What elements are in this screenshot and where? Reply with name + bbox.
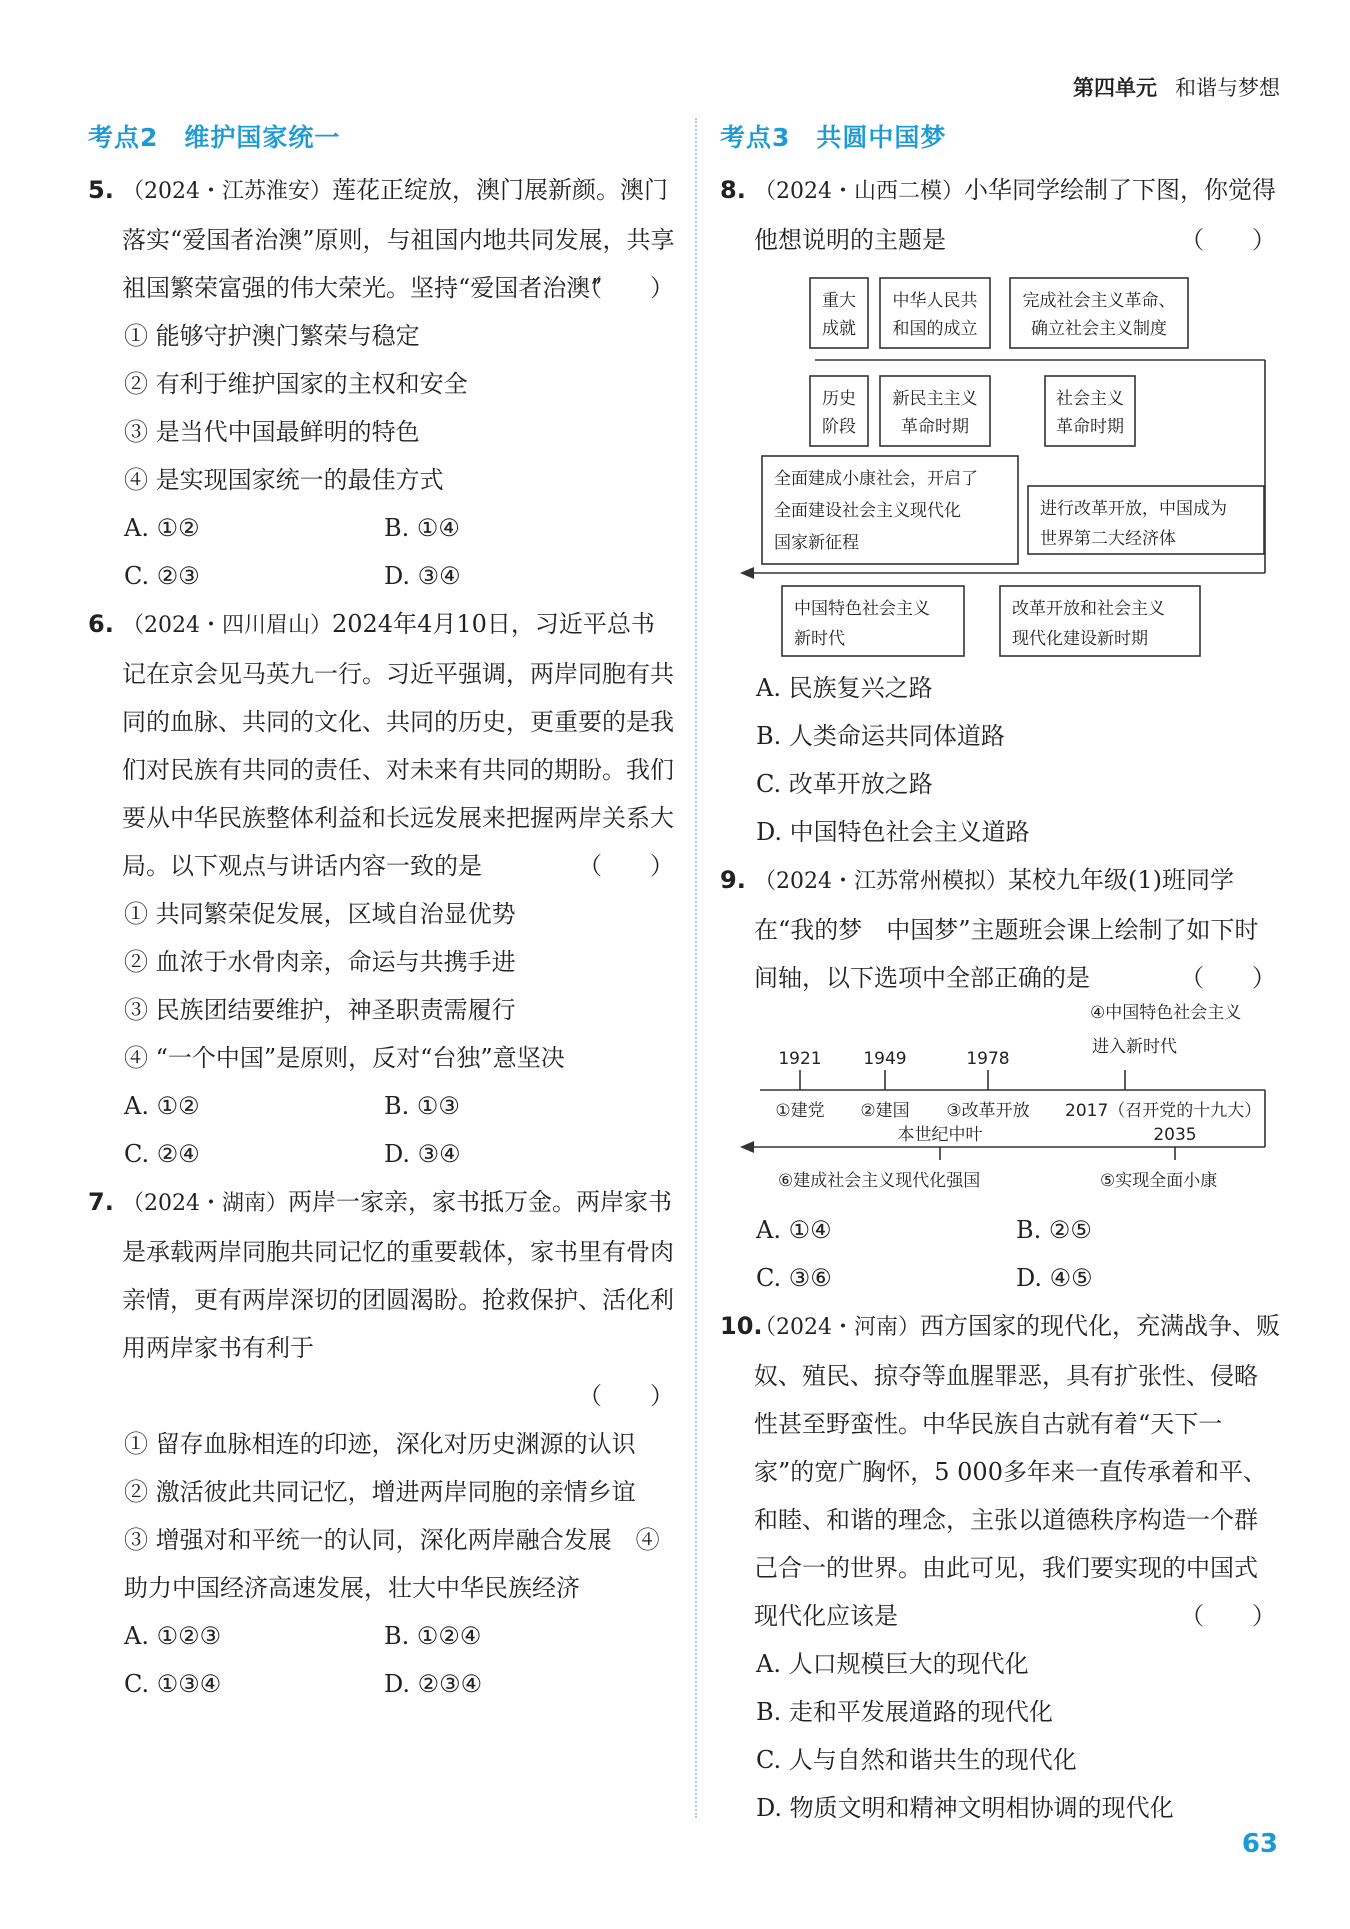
answer-blank: （ ） xyxy=(1180,226,1276,254)
right-column xyxy=(720,118,1280,1832)
question-number: 7. xyxy=(88,1188,114,1216)
unit-title: 和谐与梦想 xyxy=(1175,76,1280,100)
question-number: 9. xyxy=(720,866,746,894)
running-header xyxy=(1073,72,1280,102)
question-5 xyxy=(88,166,678,600)
box-reform-period-l1: 改革开放和社会主义 xyxy=(1012,599,1165,619)
question-source: （2024・四川眉山） xyxy=(122,613,332,638)
answer-blank: （ ） xyxy=(1180,964,1276,992)
box-prc-founding-l2: 和国的成立 xyxy=(892,319,978,339)
unit-label: 第四单元 xyxy=(1073,76,1157,100)
question-text: 小华同学绘制了下图，你觉得他想说明的主题是 xyxy=(754,176,1276,254)
statement-item: ④ 是实现国家统一的最佳方式 xyxy=(124,466,444,494)
question-text: 某校九年级(1)班同学在“我的梦 中国梦”主题班会课上绘制了如下时间轴，以下选项中全部正确的是 xyxy=(754,866,1259,992)
box-moderately-prosperous-l1: 全面建成小康社会，开启了 xyxy=(774,469,978,489)
choice-b: B. ①②④ xyxy=(384,1622,482,1650)
choice-a: A. 民族复兴之路 xyxy=(756,674,933,702)
box-achievement-l2: 成就 xyxy=(822,319,856,339)
choice-c: C. ②④ xyxy=(124,1140,200,1168)
question-text: 西方国家的现代化，充满战争、贩奴、殖民、掠夺等血腥罪恶，具有扩张性、侵略性甚至野蛮性。中华民族自古就有着“天下一家”的宽广胸怀，5 000多年来一直传承着和平、和睦、和谐的理念，主张以道德秩序构造一个群己合一的世界。由此可见，我们要实现的中国式现代化应该是 xyxy=(754,1312,1280,1630)
box-socialist-period-l2: 革命时期 xyxy=(1056,417,1124,437)
choice-d: D. ②③④ xyxy=(384,1670,483,1698)
choice-d: D. ③④ xyxy=(384,1140,461,1168)
section-title: 考点3 共圆中国梦 xyxy=(720,123,947,152)
box-new-era-l2: 新时代 xyxy=(794,629,845,649)
choice-d: D. ④⑤ xyxy=(1016,1264,1093,1292)
question-text: 莲花正绽放，澳门展新颜。澳门落实“爱国者治澳”原则，与祖国内地共同发展，共享祖国繁荣富强的伟大荣光。坚持“爱国者治澳” xyxy=(122,176,675,302)
year-1978: 1978 xyxy=(966,1049,1010,1069)
choice-b: B. 人类命运共同体道路 xyxy=(756,722,1005,750)
box-new-democratic-l2: 革命时期 xyxy=(901,417,969,437)
choice-b: B. ②⑤ xyxy=(1016,1216,1092,1244)
event-prosperity: ⑤实现全面小康 xyxy=(1100,1171,1218,1191)
choice-b: B. ①④ xyxy=(384,514,460,542)
answer-blank: （ ） xyxy=(1180,1602,1276,1630)
statement-item: ④ “一个中国”是原则，反对“台独”意坚决 xyxy=(124,1044,565,1072)
timeline-note-4b: 进入新时代 xyxy=(1092,1037,1177,1057)
event-modern-power: ⑥建成社会主义现代化强国 xyxy=(778,1171,981,1191)
box-socialist-revolution-l2: 确立社会主义制度 xyxy=(1031,319,1167,339)
statement-item: ① 共同繁荣促发展，区域自治显优势 xyxy=(124,900,516,928)
question-8 xyxy=(720,166,1280,856)
box-reform-economy-l1: 进行改革开放，中国成为 xyxy=(1040,499,1227,519)
question-text: 两岸一家亲，家书抵万金。两岸家书是承载两岸同胞共同记忆的重要载体，家书里有骨肉亲情，更有两岸深切的团圆渴盼。抢救保护、活化利用两岸家书有利于 xyxy=(122,1188,674,1362)
question-number: 6. xyxy=(88,610,114,638)
choice-c: C. 人与自然和谐共生的现代化 xyxy=(756,1746,1077,1774)
question-source: （2024・湖南） xyxy=(122,1191,288,1216)
box-socialist-revolution-l1: 完成社会主义革命、 xyxy=(1022,291,1176,311)
box-moderately-prosperous-l3: 国家新征程 xyxy=(774,533,859,553)
question-number: 8. xyxy=(720,176,746,204)
answer-blank: （ ） xyxy=(578,274,674,302)
left-column xyxy=(88,118,678,1708)
event-founding-party: ①建党 xyxy=(775,1101,825,1121)
question-9 xyxy=(720,856,1280,1302)
question-source: （2024・江苏淮安） xyxy=(122,179,332,204)
box-new-democratic-l1: 新民主主义 xyxy=(892,389,978,409)
box-socialist-period-l1: 社会主义 xyxy=(1056,389,1124,409)
timeline-note-4a: ④中国特色社会主义 xyxy=(1090,1003,1242,1023)
question-source: （2024・河南） xyxy=(754,1315,920,1340)
question-number: 5. xyxy=(88,176,114,204)
event-reform: ③改革开放 xyxy=(946,1101,1030,1121)
choice-a: A. ①④ xyxy=(756,1216,832,1244)
choice-d: D. ③④ xyxy=(384,562,461,590)
event-founding-state: ②建国 xyxy=(860,1101,910,1121)
statement-item: ② 血浓于水骨肉亲，命运与共携手进 xyxy=(124,948,516,976)
box-stage-l2: 阶段 xyxy=(822,417,856,437)
statement-item: ① 能够守护澳门繁荣与稳定 xyxy=(124,322,420,350)
question-7 xyxy=(88,1178,678,1708)
choice-c: C. ①③④ xyxy=(124,1670,222,1698)
question-text: 2024年4月10日，习近平总书记在京会见马英九一行。习近平强调，两岸同胞有共同的血脉、共同的文化、共同的历史，更重要的是我们对民族有共同的责任、对未来有共同的期盼。我们要从中华民族整体利益和长远发展来把握两岸关系大局。以下观点与讲话内容一致的是 xyxy=(122,610,674,880)
statement-items: ① 留存血脉相连的印迹，深化对历史渊源的认识 ② 激活彼此共同记忆，增进两岸同胞的亲情乡谊 ③ 增强对和平统一的认同，深化两岸融合发展 ④ 助力中国经济高速发展，壮大中华民族经济 xyxy=(124,1430,660,1602)
question-6 xyxy=(88,600,678,1178)
timeline-diagram xyxy=(720,1002,1280,1202)
box-prc-founding-l1: 中华人民共 xyxy=(892,291,978,311)
choice-c: C. 改革开放之路 xyxy=(756,770,933,798)
box-moderately-prosperous-l2: 全面建设社会主义现代化 xyxy=(774,501,961,521)
question-number: 10. xyxy=(720,1312,763,1340)
year-2035: 2035 xyxy=(1153,1125,1197,1145)
box-new-era-l1: 中国特色社会主义 xyxy=(794,599,930,619)
question-10 xyxy=(720,1302,1280,1832)
choice-c: C. ③⑥ xyxy=(756,1264,832,1292)
question-source: （2024・江苏常州模拟） xyxy=(754,869,1008,894)
year-1921: 1921 xyxy=(778,1049,822,1069)
choice-a: A. ①② xyxy=(124,514,200,542)
history-stage-diagram xyxy=(720,268,1280,649)
statement-item: ③ 是当代中国最鲜明的特色 xyxy=(124,418,420,446)
box-reform-period-l2: 现代化建设新时期 xyxy=(1012,629,1148,649)
year-mid-century: 本世纪中叶 xyxy=(897,1125,983,1145)
answer-blank: （ ） xyxy=(578,1382,674,1410)
column-divider xyxy=(695,118,697,1818)
choice-c: C. ②③ xyxy=(124,562,200,590)
section-title: 考点2 维护国家统一 xyxy=(88,123,341,152)
box-reform-economy-l2: 世界第二大经济体 xyxy=(1040,529,1176,549)
box-stage-l1: 历史 xyxy=(822,389,856,409)
choice-a: A. ①②③ xyxy=(124,1622,222,1650)
question-source: （2024・山西二模） xyxy=(754,179,964,204)
year-1949: 1949 xyxy=(863,1049,907,1069)
choice-d: D. 物质文明和精神文明相协调的现代化 xyxy=(756,1794,1174,1822)
box-achievement-l1: 重大 xyxy=(822,291,856,311)
statement-item: ③ 民族团结要维护，神圣职责需履行 xyxy=(124,996,516,1024)
choice-b: B. ①③ xyxy=(384,1092,460,1120)
event-2017: 2017（召开党的十九大） xyxy=(1065,1101,1262,1121)
choice-a: A. 人口规模巨大的现代化 xyxy=(756,1650,1029,1678)
choice-b: B. 走和平发展道路的现代化 xyxy=(756,1698,1053,1726)
answer-blank: （ ） xyxy=(578,852,674,880)
choice-a: A. ①② xyxy=(124,1092,200,1120)
choice-d: D. 中国特色社会主义道路 xyxy=(756,818,1030,846)
statement-item: ② 有利于维护国家的主权和安全 xyxy=(124,370,468,398)
page-number: 63 xyxy=(1241,1829,1278,1859)
